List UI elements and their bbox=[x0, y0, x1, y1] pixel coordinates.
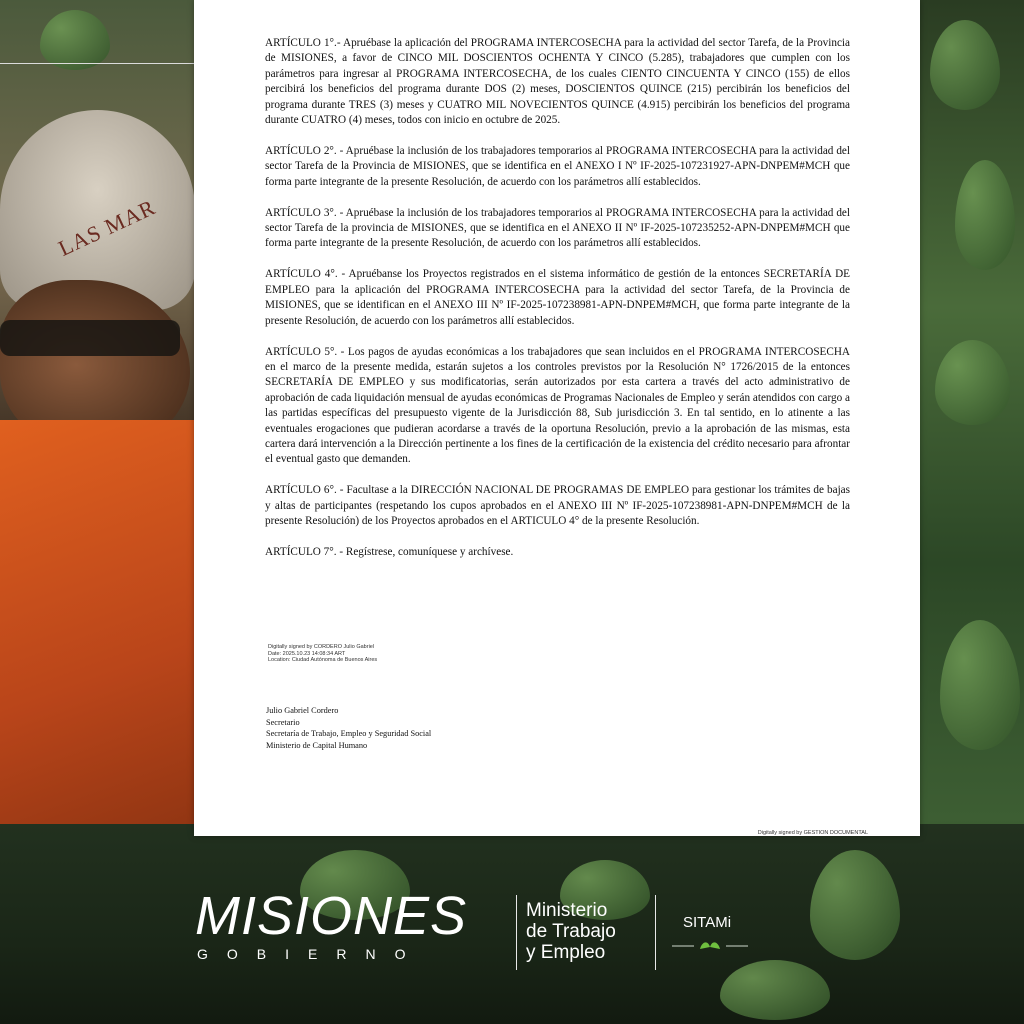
signature-signed-by: Digitally signed by CORDERO Julio Gabriel bbox=[268, 644, 375, 650]
footer-divider-2 bbox=[655, 895, 656, 970]
document-body bbox=[265, 36, 850, 576]
ministerio-line-3: y Empleo bbox=[526, 942, 606, 963]
gobierno-subtitle: GOBIERNO bbox=[197, 946, 425, 962]
signer-title: Secretario bbox=[266, 717, 300, 727]
signature-location: Location: Ciudad Autónoma de Buenos Aires bbox=[268, 657, 378, 663]
ministerio-line-1: Ministerio bbox=[526, 900, 608, 921]
ministerio-trabajo-logo bbox=[526, 900, 616, 963]
misiones-gobierno-logo bbox=[195, 888, 467, 962]
article-2: ARTÍCULO 2°. - Apruébase la inclusión de los trabajadores temporarios al PROGRAMA INTERCOSECHA para la actividad del sector Tarefa de la Provincia de MISIONES, que se identifica en el ANEXO I Nº IF-2025-107231927-APN-DNPEM#MCH que forma parte integrante de la presente Resolución, de acuerdo con los parámetros allí establecidos. bbox=[265, 144, 850, 188]
article-7: ARTÍCULO 7°. - Regístrese, comuníquese y archívese. bbox=[265, 545, 514, 558]
digital-signature-block bbox=[268, 644, 377, 664]
signer-ministry: Ministerio de Capital Humano bbox=[266, 741, 368, 751]
sitami-logo-text: SITAMi bbox=[683, 914, 732, 931]
signature-date: Date: 2025.10.23 14:08:34 ART bbox=[268, 650, 346, 657]
article-1: ARTÍCULO 1°.- Apruébase la aplicación del PROGRAMA INTERCOSECHA para la actividad del sector Tarefa, de la Provincia de MISIONES, a favor de CINCO MIL DOSCIENTOS OCHENTA Y CINCO (5.285), trabajadores que cumplen con los parámetros para ingresar al PROGRAMA INTERCOSECHA, de los cuales CIENTO CINCUENTA Y CINCO (155) de ellos percibirá los beneficios del programa durante DOS (2) meses, DOSCIENTOS QUINCE (215) percibirán los beneficios del programa durante TRES (3) meses y CUATRO MIL NOVECIENTOS QUINCE (4.915) percibirán los beneficios del programa durante CUATRO (4) meses, todos con inicio en octubre de 2025. bbox=[265, 37, 850, 127]
article-4: ARTÍCULO 4°. - Apruébanse los Proyectos registrados en el sistema informático de gestión de la entonces SECRETARÍA DE EMPLEO para la aplicación del PROGRAMA INTERCOSECHA para la actividad del sector Tarefa, de la Provincia de MISIONES, que se identifican en el ANEXO III Nº IF-2025-107238981-APN-DNPEM#MCH, que forma parte integrante de la presente Resolución, de acuerdo con los parámetros allí establecidos. bbox=[265, 268, 850, 327]
top-divider-line bbox=[0, 63, 200, 64]
article-3: ARTÍCULO 3°. - Apruébase la inclusión de los trabajadores temporarios al PROGRAMA INTERCOSECHA para la actividad del sector Tarefa de la provincia de MISIONES, que se identifica en el ANEXO II Nº IF-2025-107235252-APN-DNPEM#MCH que forma parte integrante de la presente Resolución, de acuerdo con los parámetros allí establecidos. bbox=[265, 206, 850, 250]
worker-glasses bbox=[0, 320, 180, 356]
article-6: ARTÍCULO 6°. - Facultase a la DIRECCIÓN NACIONAL DE PROGRAMAS DE EMPLEO para gestionar los trámites de bajas y altas de participantes (respetando los cupos aprobados en el ANEXO III Nº IF-2025-107238981-APN-DNPEM#MCH de la presente Resolución) de los Proyectos aprobados en el ARTICULO 4° de la presente Resolución. bbox=[265, 484, 850, 528]
cap-logo-text: LAS MAR bbox=[54, 194, 160, 261]
article-5: ARTÍCULO 5°. - Los pagos de ayudas económicas a los trabajadores que sean incluidos en el PROGRAMA INTERCOSECHA en el marco de la presente medida, estarán sujetos a los controles previstos por la Resolución N° 1726/2015 de la entonces SECRETARÍA DE EMPLEO y sus modificatorias, serán autorizados por esta cartera a través del acto administrativo de aprobación de cada liquidación mensual de ayudas económicas de Programas Nacionales de Empleo y serán atendidos con cargo a las partidas específicas del presupuesto vigente de la Jurisdicción 88, Sub jurisdicción 3. En tal sentido, en lo atinente a las eventuales erogaciones que pudieran acordarse a través de la oportuna Resolución, previo a la aprobación de las mismas, esta cartera dará intervención a la Dirección pertinente a los fines de la certificación de la existencia del crédito necesario para afrontar el eventual gasto que demanden. bbox=[265, 345, 850, 466]
sitami-leaf-icon bbox=[670, 937, 750, 953]
worker-shirt bbox=[0, 420, 200, 840]
footer-divider-1 bbox=[516, 895, 517, 970]
signer-name: Julio Gabriel Cordero bbox=[266, 706, 339, 715]
misiones-wordmark: MISIONES bbox=[195, 886, 468, 946]
signer-office: Secretaría de Trabajo, Empleo y Seguridad Social bbox=[266, 729, 432, 739]
gestion-documental-signature: Digitally signed by GESTION DOCUMENTAL bbox=[757, 830, 868, 836]
signer-block bbox=[266, 705, 431, 752]
document-page bbox=[194, 0, 920, 836]
ministerio-line-2: de Trabajo bbox=[526, 921, 616, 942]
